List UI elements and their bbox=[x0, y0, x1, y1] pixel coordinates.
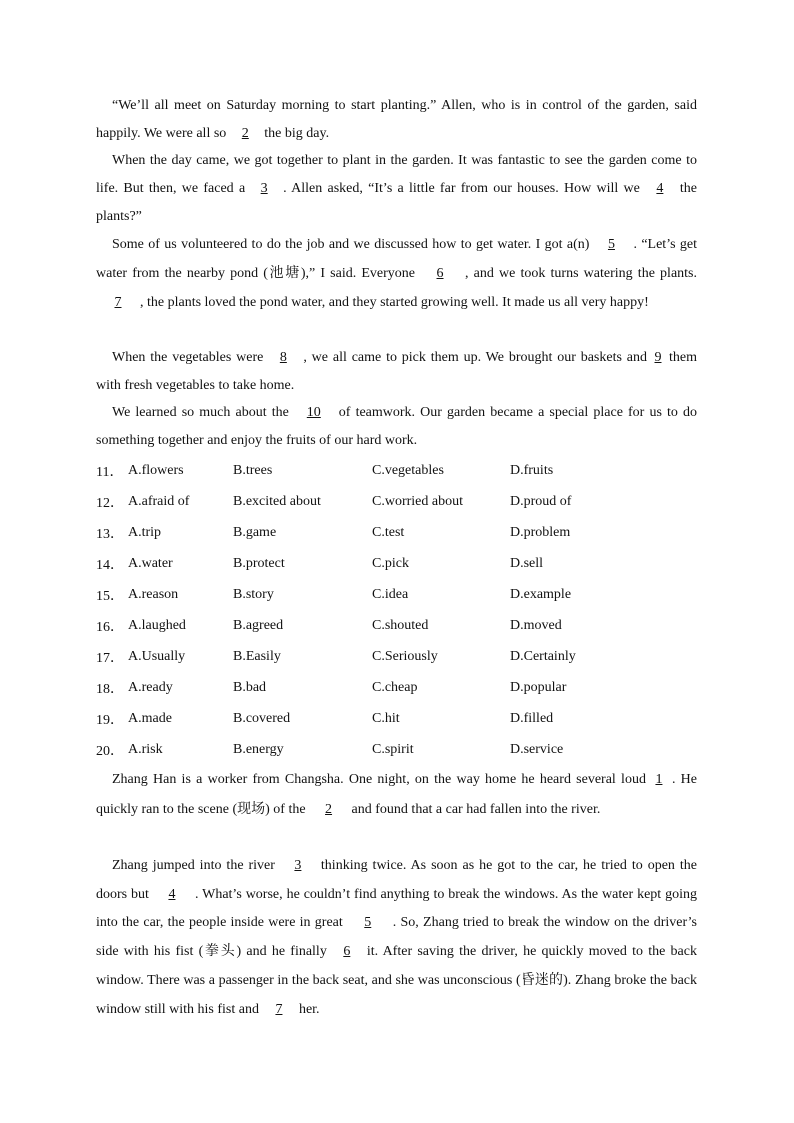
question-number: 16． bbox=[96, 619, 124, 635]
option-a: A.flowers bbox=[128, 462, 184, 478]
text: Zhang jumped into the river bbox=[112, 858, 275, 873]
text: and found that a car had fallen into the river. bbox=[351, 801, 601, 817]
option-b: B.agreed bbox=[233, 617, 284, 633]
option-row bbox=[96, 641, 706, 672]
blank-2: 2 bbox=[325, 801, 333, 817]
question-number: 14． bbox=[96, 557, 124, 573]
option-b: B.excited about bbox=[233, 493, 321, 509]
passage2-paragraph-2 bbox=[96, 852, 697, 1024]
blank-5: 5 bbox=[607, 237, 615, 252]
option-a: A.water bbox=[128, 555, 173, 571]
option-d: D.sell bbox=[510, 555, 544, 571]
option-row bbox=[96, 517, 706, 548]
passage1-paragraph-4 bbox=[96, 344, 697, 400]
option-row bbox=[96, 734, 706, 765]
passage1-paragraph-3 bbox=[96, 230, 697, 317]
text: We learned so much about the bbox=[112, 405, 289, 420]
option-row bbox=[96, 548, 706, 579]
option-c: C.cheap bbox=[372, 679, 418, 695]
option-b: B.protect bbox=[233, 555, 285, 571]
option-a: A.ready bbox=[128, 679, 173, 695]
blank-2: 2 bbox=[241, 125, 249, 141]
text: Some of us volunteered to do the job and we discussed how to get water. I got a(n) bbox=[112, 237, 590, 252]
option-c: C.test bbox=[372, 524, 405, 540]
blank-7: 7 bbox=[275, 1001, 283, 1017]
option-d: D.proud of bbox=[510, 493, 572, 509]
option-d: D.moved bbox=[510, 617, 562, 633]
option-b: B.bad bbox=[233, 679, 267, 695]
question-number: 11． bbox=[96, 464, 124, 480]
option-d: D.example bbox=[510, 586, 572, 602]
option-b: B.covered bbox=[233, 710, 291, 726]
option-a: A.laughed bbox=[128, 617, 186, 633]
option-c: C.spirit bbox=[372, 741, 414, 757]
option-c: C.vegetables bbox=[372, 462, 444, 478]
option-a: A.made bbox=[128, 710, 172, 726]
passage1-paragraph-5 bbox=[96, 399, 697, 455]
text: . What’s worse, he couldn’t find anything to break the windows. As the water kept going into the car, the people inside were in great bbox=[96, 886, 697, 931]
text: , the plants loved the pond water, and they started growing well. It made us all very happy! bbox=[140, 295, 649, 310]
text: When the vegetables were bbox=[112, 350, 264, 365]
option-b: B.story bbox=[233, 586, 274, 602]
text: . So, Zhang tried to break the window on the driver’s side with his fist (拳头) and he finally bbox=[96, 915, 697, 960]
option-c: C.idea bbox=[372, 586, 409, 602]
option-row bbox=[96, 486, 706, 517]
option-a: A.trip bbox=[128, 524, 162, 540]
option-row bbox=[96, 610, 706, 641]
text: thinking twice. As soon as he got to the car, he tried to open the doors but bbox=[96, 858, 697, 902]
option-b: B.trees bbox=[233, 462, 273, 478]
blank-6: 6 bbox=[343, 944, 351, 960]
passage2-paragraph-1 bbox=[96, 765, 697, 824]
blank-10: 10 bbox=[306, 405, 321, 420]
text: When the day came, we got together to plant in the garden. It was fantastic to see the garden come to life. But then, we faced a bbox=[96, 153, 697, 196]
answer-options bbox=[96, 455, 706, 765]
text: , we all came to pick them up. We brought our baskets and bbox=[303, 350, 647, 365]
question-number: 13． bbox=[96, 526, 124, 542]
blank-6: 6 bbox=[436, 266, 444, 281]
option-d: D.problem bbox=[510, 524, 571, 540]
option-a: A.Usually bbox=[128, 648, 186, 664]
option-row bbox=[96, 672, 706, 703]
option-row bbox=[96, 455, 706, 486]
text: Zhang Han is a worker from Changsha. One night, on the way home he heard several loud bbox=[112, 772, 646, 787]
question-number: 19． bbox=[96, 712, 124, 728]
question-number: 18． bbox=[96, 681, 124, 697]
question-number: 12． bbox=[96, 495, 124, 511]
text: , and we took turns watering the plants. bbox=[465, 266, 698, 281]
text: it. After saving the driver, he quickly moved to the back window. There was a passenger in the back seat, and she was unconscious (昏迷的). Zhang broke the back window still with his fist and bbox=[96, 944, 697, 1017]
text: the plants?” bbox=[96, 180, 697, 224]
option-c: C.shouted bbox=[372, 617, 429, 633]
blank-3: 3 bbox=[294, 858, 302, 873]
blank-1: 1 bbox=[655, 772, 663, 787]
blank-3: 3 bbox=[260, 180, 268, 196]
option-b: B.Easily bbox=[233, 648, 281, 664]
option-row bbox=[96, 703, 706, 734]
passage1-paragraph-1 bbox=[96, 92, 697, 148]
blank-7: 7 bbox=[114, 295, 122, 310]
option-c: C.Seriously bbox=[372, 648, 438, 664]
text: . “Let’s get water from the nearby pond (池塘),” I said. Everyone bbox=[96, 237, 698, 281]
option-b: B.game bbox=[233, 524, 277, 540]
option-c: C.worried about bbox=[372, 493, 463, 509]
text: . Allen asked, “It’s a little far from our houses. How will we bbox=[283, 180, 640, 196]
blank-4: 4 bbox=[168, 886, 176, 902]
text: “We’ll all meet on Saturday morning to start planting.” Allen, who is in control of the garden, said happily. We were all so bbox=[96, 98, 697, 141]
option-d: D.popular bbox=[510, 679, 567, 695]
option-a: A.afraid of bbox=[128, 493, 190, 509]
text: the big day. bbox=[264, 125, 330, 141]
option-d: D.service bbox=[510, 741, 564, 757]
question-number: 20． bbox=[96, 743, 124, 759]
option-d: D.Certainly bbox=[510, 648, 576, 664]
blank-9: 9 bbox=[654, 350, 662, 365]
text: her. bbox=[298, 1001, 320, 1017]
text: them with fresh vegetables to take home. bbox=[96, 350, 697, 393]
option-a: A.risk bbox=[128, 741, 163, 757]
blank-5: 5 bbox=[364, 915, 372, 931]
option-c: C.hit bbox=[372, 710, 400, 726]
option-d: D.fruits bbox=[510, 462, 554, 478]
passage1-paragraph-2 bbox=[96, 147, 697, 230]
option-a: A.reason bbox=[128, 586, 179, 602]
blank-8: 8 bbox=[279, 350, 287, 365]
text: . He quickly ran to the scene (现场) of the bbox=[96, 772, 697, 817]
option-d: D.filled bbox=[510, 710, 554, 726]
question-number: 15． bbox=[96, 588, 124, 604]
option-b: B.energy bbox=[233, 741, 284, 757]
question-number: 17． bbox=[96, 650, 124, 666]
option-row bbox=[96, 579, 706, 610]
blank-4: 4 bbox=[656, 180, 664, 196]
option-c: C.pick bbox=[372, 555, 409, 571]
text: of teamwork. Our garden became a special place for us to do something together and enjoy the fruits of our hard work. bbox=[96, 405, 697, 448]
